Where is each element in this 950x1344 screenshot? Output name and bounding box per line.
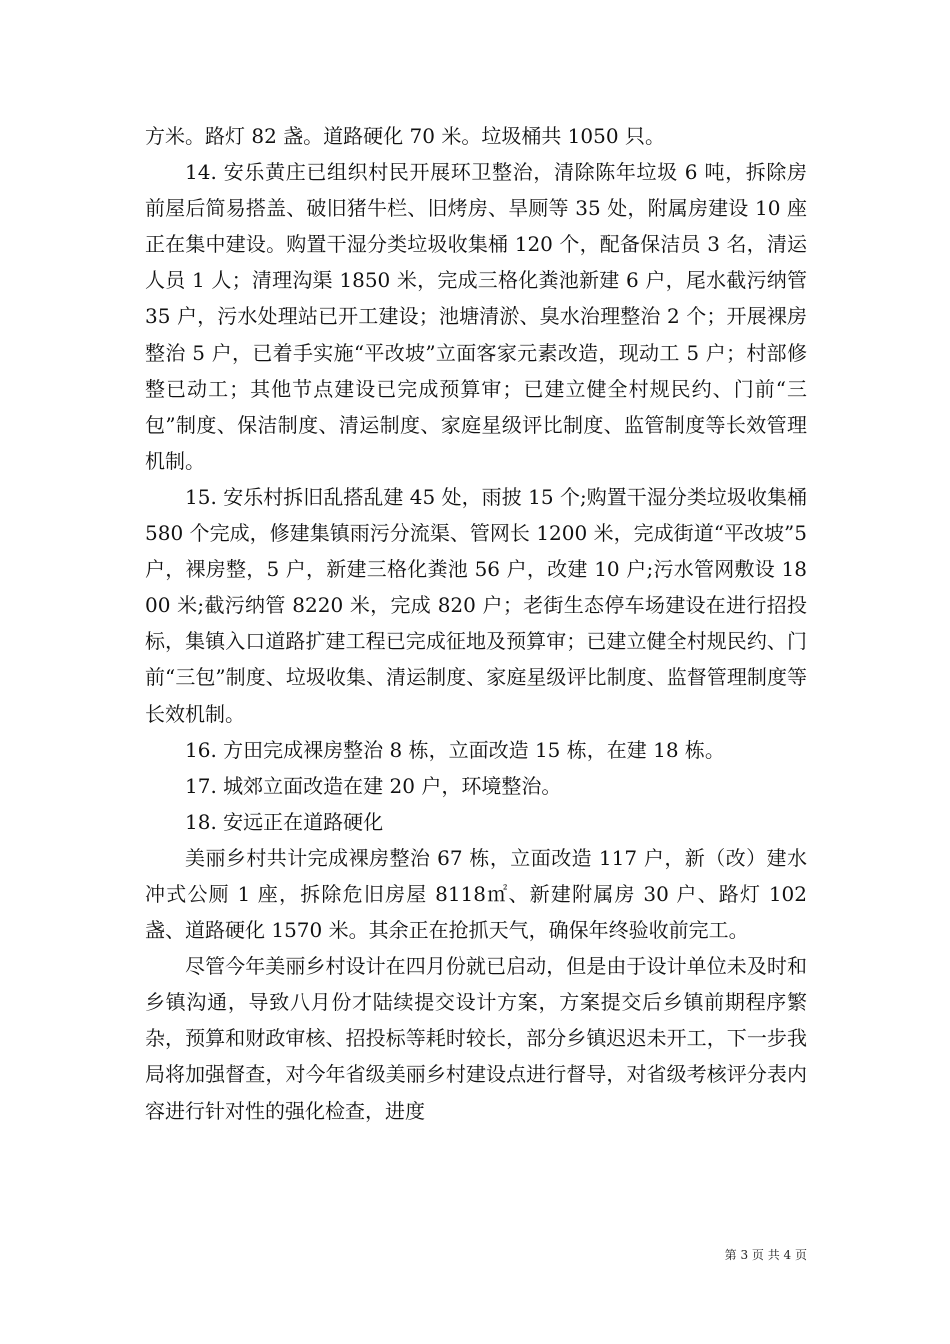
paragraph-item-15: 15. 安乐村拆旧乱搭乱建 45 处，雨披 15 个;购置干湿分类垃圾收集桶 580 个完成，修建集镇雨污分流渠、管网长 1200 米，完成街道“平改坡”5 户，裸房整，5 户，新建三格化粪池 56 户，改建 10 户;污水管网敷设 1800 米;截污纳管 8220 米，完成 820 户；老街生态停车场建设在进行招投标，集镇入口道路扩建工程已完成征地及预算审；已建立健全村规民约、门前“三包”制度、垃圾收集、清运制度、家庭星级评比制度、监督管理制度等长效机制。	[145, 484, 807, 726]
paragraph-item-16: 16. 方田完成裸房整治 8 栋，立面改造 15 栋，在建 18 栋。	[185, 737, 725, 762]
paragraph-item-18: 18. 安远正在道路硬化	[185, 809, 384, 834]
paragraph-issues: 尽管今年美丽乡村设计在四月份就已启动，但是由于设计单位未及时和乡镇沟通，导致八月份才陆续提交设计方案，方案提交后乡镇前期程序繁杂，预算和财政审核、招投标等耗时较长，部分乡镇迟迟未开工，下一步我局将加强督查，对今年省级美丽乡村建设点进行督导，对省级考核评分表内容进行针对性的强化检查，进度	[145, 954, 807, 1123]
paragraph-summary: 美丽乡村共计完成裸房整治 67 栋，立面改造 117 户，新（改）建水冲式公厕 1 座，拆除危旧房屋 8118㎡、新建附属房 30 户、路灯 102 盏、道路硬化 1570 米。其余正在抢抓天气，确保年终验收前完工。	[145, 845, 807, 943]
page-number-footer: 第 3 页 共 4 页	[724, 1248, 807, 1262]
paragraph-item-14: 14. 安乐黄庄已组织村民开展环卫整治，清除陈年垃圾 6 吨，拆除房前屋后简易搭盖、破旧猪牛栏、旧烤房、旱厕等 35 处，附属房建设 10 座正在集中建设。购置干湿分类垃圾收集桶 120 个，配备保洁员 3 名，清运人员 1 人；清理沟渠 1850 米，完成三格化粪池新建 6 户，尾水截污纳管 35 户，污水处理站已开工建设；池塘清淤、臭水治理整治 2 个；开展裸房整治 5 户，已着手实施“平改坡”立面客家元素改造，现动工 5 户；村部修整已动工；其他节点建设已完成预算审；已建立健全村规民约、门前“三包”制度、保洁制度、清运制度、家庭星级评比制度、监管制度等长效管理机制。	[145, 160, 807, 473]
document-body	[145, 118, 807, 1129]
paragraph-continuation: 方米。路灯 82 盏。道路硬化 70 米。垃圾桶共 1050 只。	[145, 124, 665, 148]
paragraph-item-17: 17. 城郊立面改造在建 20 户，环境整治。	[185, 773, 562, 798]
